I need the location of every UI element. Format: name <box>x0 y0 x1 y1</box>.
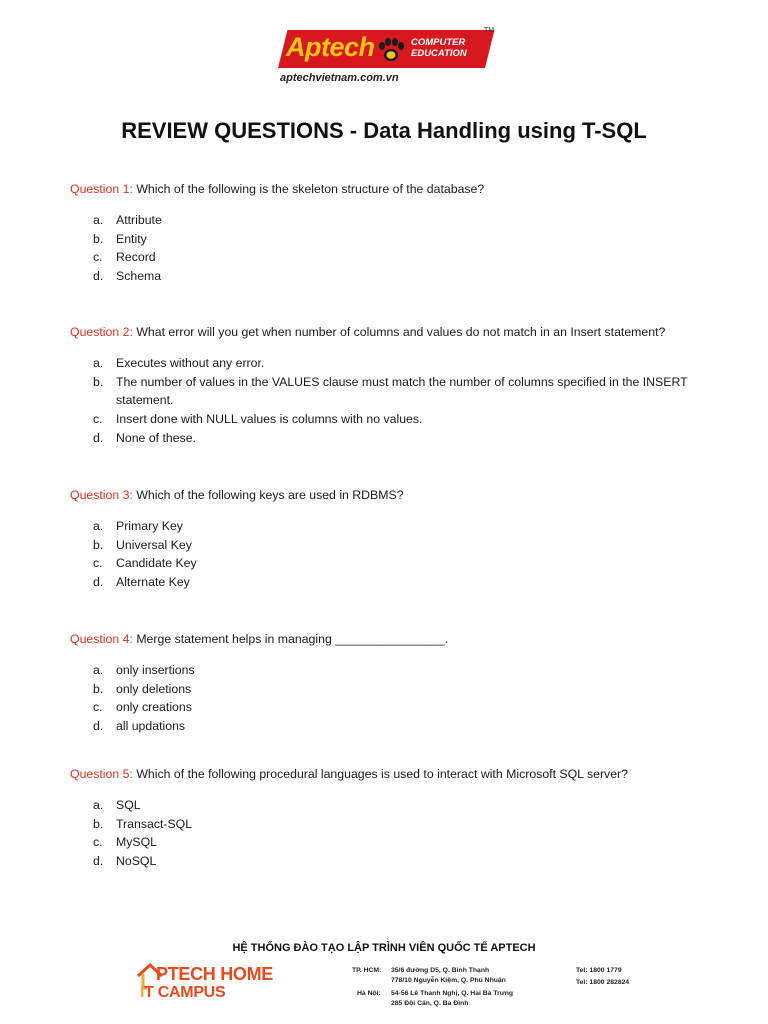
option-list <box>70 211 710 286</box>
logo-wordmark: Aptech <box>286 32 375 62</box>
option-letter: a. <box>93 798 104 812</box>
tel-hcm: Tel: 1800 1779 <box>576 967 622 974</box>
option-text: The number of values in the VALUES clause must match the number of columns specified in the INSERT statement. <box>116 374 688 408</box>
trademark: TM <box>484 27 495 34</box>
option-letter: d. <box>93 575 104 590</box>
option-item <box>70 230 706 249</box>
option-item <box>70 373 706 410</box>
question-label: Question 3: <box>70 488 133 502</box>
option-letter: b. <box>93 374 104 389</box>
option-item <box>70 852 706 871</box>
question-line <box>70 181 710 197</box>
tel-hn: Tel: 1800 282824 <box>576 979 630 986</box>
option-text: Candidate Key <box>116 556 197 571</box>
question-text: Merge statement helps in managing ________________. <box>136 632 449 646</box>
option-item <box>70 833 706 852</box>
option-list <box>70 796 710 871</box>
option-letter: c. <box>93 835 103 850</box>
question-block <box>70 324 710 448</box>
option-letter: b. <box>93 681 104 696</box>
question-block <box>70 181 710 286</box>
option-item <box>70 517 706 536</box>
question-label: Question 2: <box>70 325 133 339</box>
option-text: Record <box>116 250 156 265</box>
option-letter: a. <box>93 213 104 227</box>
option-text: Universal Key <box>116 537 192 552</box>
option-text: Transact-SQL <box>116 816 193 831</box>
option-item <box>70 248 706 267</box>
hn-label: Hà Nội: <box>357 990 381 997</box>
question-line <box>70 766 710 782</box>
question-line <box>70 631 710 647</box>
option-letter: b. <box>93 816 104 831</box>
option-item <box>70 267 706 286</box>
question-block <box>70 631 710 736</box>
logo-campus-rest: T CAMPUS <box>144 984 226 1001</box>
option-item <box>70 211 706 230</box>
logo-sub-line-2: EDUCATION <box>411 48 467 59</box>
hcm-address-1: 35/6 đường D5, Q. Bình Thạnh <box>391 967 490 974</box>
option-text: Insert done with NULL values is columns with no values. <box>116 412 423 427</box>
option-text: SQL <box>116 798 141 812</box>
option-letter: d. <box>93 430 104 445</box>
website-text: aptechvietnam.com.vn <box>280 72 399 84</box>
option-text: Primary Key <box>116 519 183 533</box>
option-text: all updations <box>116 719 186 734</box>
question-block <box>70 766 710 871</box>
paw-icon <box>376 37 406 63</box>
aptech-home-logo <box>136 962 306 1006</box>
option-item <box>70 698 706 717</box>
option-text: Entity <box>116 231 147 246</box>
option-list <box>70 661 710 736</box>
option-item <box>70 429 706 448</box>
option-item <box>70 554 706 573</box>
option-letter: a. <box>93 663 104 677</box>
aptech-logo <box>278 27 498 86</box>
option-text: only creations <box>116 700 192 715</box>
option-text: only insertions <box>116 663 195 677</box>
logo-home-text: PTECH HOME <box>156 964 274 984</box>
hn-address-2: 285 Đội Cấn, Q. Ba Đình <box>391 1000 469 1007</box>
option-letter: c. <box>93 700 103 715</box>
question-text: What error will you get when number of columns and values do not match in an Insert statement? <box>136 325 666 339</box>
hn-address-1: 54-56 Lê Thanh Nghị, Q. Hai Bà Trưng <box>391 990 513 997</box>
option-text: None of these. <box>116 430 196 445</box>
question-line <box>70 487 710 503</box>
option-text: NoSQL <box>116 854 157 869</box>
option-letter: a. <box>93 519 104 533</box>
question-label: Question 1: <box>70 182 133 196</box>
option-item <box>70 717 706 736</box>
option-list <box>70 354 710 448</box>
question-label: Question 5: <box>70 767 133 781</box>
option-text: Alternate Key <box>116 575 190 590</box>
question-label: Question 4: <box>70 632 133 646</box>
option-item <box>70 410 706 429</box>
option-item <box>70 680 706 699</box>
option-letter: c. <box>93 250 103 265</box>
option-list <box>70 517 710 592</box>
logo-campus-text <box>140 984 225 1002</box>
option-letter: c. <box>93 412 103 427</box>
option-letter: d. <box>93 854 104 869</box>
option-item <box>70 661 706 680</box>
option-letter: b. <box>93 537 104 552</box>
option-text: Attribute <box>116 213 162 227</box>
option-text: only deletions <box>116 681 192 696</box>
page-title: REVIEW QUESTIONS - Data Handling using T-SQL <box>121 118 647 143</box>
option-letter: d. <box>93 269 104 284</box>
logo-campus-i: I <box>140 984 145 1001</box>
option-item <box>70 573 706 592</box>
option-letter: a. <box>93 356 104 370</box>
option-item <box>70 815 706 834</box>
hcm-address-2: 778/10 Nguyễn Kiệm, Q. Phú Nhuận <box>391 977 506 984</box>
option-letter: d. <box>93 719 104 734</box>
option-item <box>70 796 706 815</box>
footer-title: HỆ THỐNG ĐÀO TẠO LẬP TRÌNH VIÊN QUỐC TẾ APTECH <box>232 942 536 954</box>
question-text: Which of the following procedural languages is used to interact with Microsoft SQL server? <box>136 767 628 781</box>
option-text: Executes without any error. <box>116 356 265 370</box>
hcm-label: TP. HCM: <box>352 967 382 974</box>
hn-address <box>391 989 513 1009</box>
option-letter: c. <box>93 556 103 571</box>
option-item <box>70 354 706 373</box>
question-text: Which of the following keys are used in RDBMS? <box>136 488 404 502</box>
logo-sub-line-1: COMPUTER <box>411 37 466 48</box>
question-line <box>70 324 710 340</box>
question-block <box>70 487 710 592</box>
option-text: Schema <box>116 269 162 284</box>
option-item <box>70 536 706 555</box>
option-text: MySQL <box>116 835 157 850</box>
question-text: Which of the following is the skeleton structure of the database? <box>136 182 485 196</box>
hcm-address <box>391 966 506 986</box>
logo-subtitle <box>411 37 467 59</box>
option-letter: b. <box>93 231 104 246</box>
